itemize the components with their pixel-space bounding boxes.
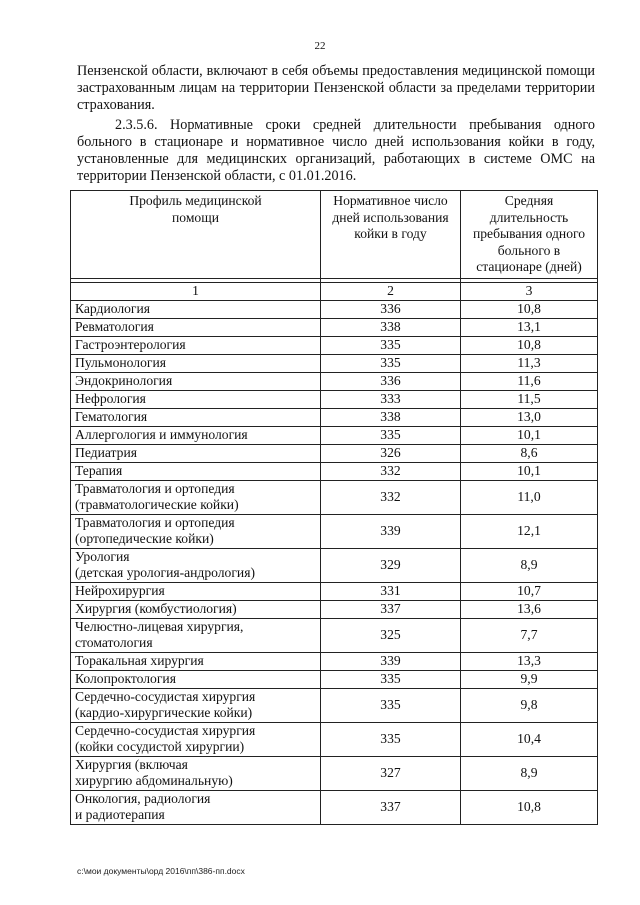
table-row bbox=[71, 336, 598, 354]
bed-days-cell: 335 bbox=[321, 670, 461, 688]
profile-cell: Кардиология bbox=[71, 300, 321, 318]
bed-days-cell: 335 bbox=[321, 354, 461, 372]
bed-days-cell: 329 bbox=[321, 548, 461, 582]
avg-stay-cell: 10,8 bbox=[461, 300, 598, 318]
profile-cell: Торакальная хирургия bbox=[71, 652, 321, 670]
avg-stay-cell: 7,7 bbox=[461, 618, 598, 652]
bed-days-cell: 332 bbox=[321, 462, 461, 480]
profile-cell: Пульмонология bbox=[71, 354, 321, 372]
avg-stay-cell: 8,6 bbox=[461, 444, 598, 462]
table-row bbox=[71, 514, 598, 548]
avg-stay-cell: 10,4 bbox=[461, 722, 598, 756]
bed-days-cell: 327 bbox=[321, 756, 461, 790]
table-row bbox=[71, 790, 598, 824]
norms-table bbox=[70, 190, 598, 825]
profile-cell: Колопроктология bbox=[71, 670, 321, 688]
profile-cell: Ревматология bbox=[71, 318, 321, 336]
table-row bbox=[71, 390, 598, 408]
avg-stay-cell: 12,1 bbox=[461, 514, 598, 548]
table-row bbox=[71, 670, 598, 688]
avg-stay-cell: 13,3 bbox=[461, 652, 598, 670]
profile-cell: Сердечно-сосудистая хирургия (кардио-хирургические койки) bbox=[71, 688, 321, 722]
table-row bbox=[71, 480, 598, 514]
column-number: 3 bbox=[461, 283, 598, 301]
profile-cell: Нефрология bbox=[71, 390, 321, 408]
profile-cell: Гематология bbox=[71, 408, 321, 426]
table-row bbox=[71, 652, 598, 670]
table-row bbox=[71, 548, 598, 582]
profile-cell: Аллергология и иммунология bbox=[71, 426, 321, 444]
table-row bbox=[71, 688, 598, 722]
profile-cell: Хирургия (включая хирургию абдоминальную) bbox=[71, 756, 321, 790]
avg-stay-cell: 11,0 bbox=[461, 480, 598, 514]
intro-paragraph: Пензенской области, включают в себя объемы предоставления медицинской помощи застрахованным лицам на территории Пензенской области за пределами территории страхования. bbox=[77, 63, 595, 113]
table-row bbox=[71, 444, 598, 462]
column-number-row bbox=[71, 283, 598, 301]
avg-stay-cell: 11,3 bbox=[461, 354, 598, 372]
table-row bbox=[71, 462, 598, 480]
table-body bbox=[71, 300, 598, 824]
bed-days-cell: 337 bbox=[321, 790, 461, 824]
bed-days-cell: 338 bbox=[321, 408, 461, 426]
avg-stay-cell: 13,0 bbox=[461, 408, 598, 426]
table-row bbox=[71, 408, 598, 426]
header-avg-stay: Средняя длительность пребывания одного больного в стационаре (дней) bbox=[461, 191, 598, 279]
bed-days-cell: 335 bbox=[321, 722, 461, 756]
column-number: 1 bbox=[71, 283, 321, 301]
profile-cell: Педиатрия bbox=[71, 444, 321, 462]
table-row bbox=[71, 354, 598, 372]
bed-days-cell: 326 bbox=[321, 444, 461, 462]
bed-days-cell: 337 bbox=[321, 600, 461, 618]
profile-cell: Гастроэнтерология bbox=[71, 336, 321, 354]
file-path: c:\мои документы\орд 2016\пп\386-пп.docx bbox=[77, 866, 245, 876]
profile-cell: Терапия bbox=[71, 462, 321, 480]
bed-days-cell: 338 bbox=[321, 318, 461, 336]
profile-cell: Травматология и ортопедия (ортопедические койки) bbox=[71, 514, 321, 548]
column-number: 2 bbox=[321, 283, 461, 301]
avg-stay-cell: 8,9 bbox=[461, 756, 598, 790]
table-row bbox=[71, 372, 598, 390]
avg-stay-cell: 11,6 bbox=[461, 372, 598, 390]
bed-days-cell: 325 bbox=[321, 618, 461, 652]
profile-cell: Травматология и ортопедия (травматологические койки) bbox=[71, 480, 321, 514]
bed-days-cell: 336 bbox=[321, 300, 461, 318]
profile-cell: Онкология, радиология и радиотерапия bbox=[71, 790, 321, 824]
table-row bbox=[71, 722, 598, 756]
avg-stay-cell: 13,6 bbox=[461, 600, 598, 618]
bed-days-cell: 339 bbox=[321, 514, 461, 548]
bed-days-cell: 336 bbox=[321, 372, 461, 390]
table-header-row bbox=[71, 191, 598, 279]
avg-stay-cell: 11,5 bbox=[461, 390, 598, 408]
profile-cell: Челюстно-лицевая хирургия, стоматология bbox=[71, 618, 321, 652]
profile-cell: Нейрохирургия bbox=[71, 582, 321, 600]
profile-cell: Хирургия (комбустиология) bbox=[71, 600, 321, 618]
table-row bbox=[71, 618, 598, 652]
avg-stay-cell: 9,8 bbox=[461, 688, 598, 722]
table-row bbox=[71, 582, 598, 600]
avg-stay-cell: 13,1 bbox=[461, 318, 598, 336]
bed-days-cell: 332 bbox=[321, 480, 461, 514]
avg-stay-cell: 9,9 bbox=[461, 670, 598, 688]
avg-stay-cell: 8,9 bbox=[461, 548, 598, 582]
bed-days-cell: 335 bbox=[321, 688, 461, 722]
header-profile: Профиль медицинской помощи bbox=[71, 191, 321, 279]
bed-days-cell: 339 bbox=[321, 652, 461, 670]
profile-cell: Сердечно-сосудистая хирургия (койки сосудистой хирургии) bbox=[71, 722, 321, 756]
avg-stay-cell: 10,8 bbox=[461, 336, 598, 354]
avg-stay-cell: 10,7 bbox=[461, 582, 598, 600]
section-paragraph bbox=[77, 117, 595, 185]
avg-stay-cell: 10,1 bbox=[461, 462, 598, 480]
section-paragraph-text: 2.3.5.6. Нормативные сроки средней длительности пребывания одного больного в стационаре и нормативное число дней использования койки в году, установленные для медицинских организаций, работающих в системе ОМС на территории Пензенской области, с 01.01.2016. bbox=[77, 117, 595, 184]
bed-days-cell: 335 bbox=[321, 336, 461, 354]
table-row bbox=[71, 600, 598, 618]
table-row bbox=[71, 318, 598, 336]
avg-stay-cell: 10,1 bbox=[461, 426, 598, 444]
bed-days-cell: 331 bbox=[321, 582, 461, 600]
avg-stay-cell: 10,8 bbox=[461, 790, 598, 824]
profile-cell: Урология (детская урология-андрология) bbox=[71, 548, 321, 582]
bed-days-cell: 335 bbox=[321, 426, 461, 444]
table-row bbox=[71, 426, 598, 444]
bed-days-cell: 333 bbox=[321, 390, 461, 408]
table-row bbox=[71, 756, 598, 790]
page-number: 22 bbox=[314, 40, 326, 52]
profile-cell: Эндокринология bbox=[71, 372, 321, 390]
header-bed-days: Нормативное число дней использования койки в году bbox=[321, 191, 461, 279]
table-row bbox=[71, 300, 598, 318]
